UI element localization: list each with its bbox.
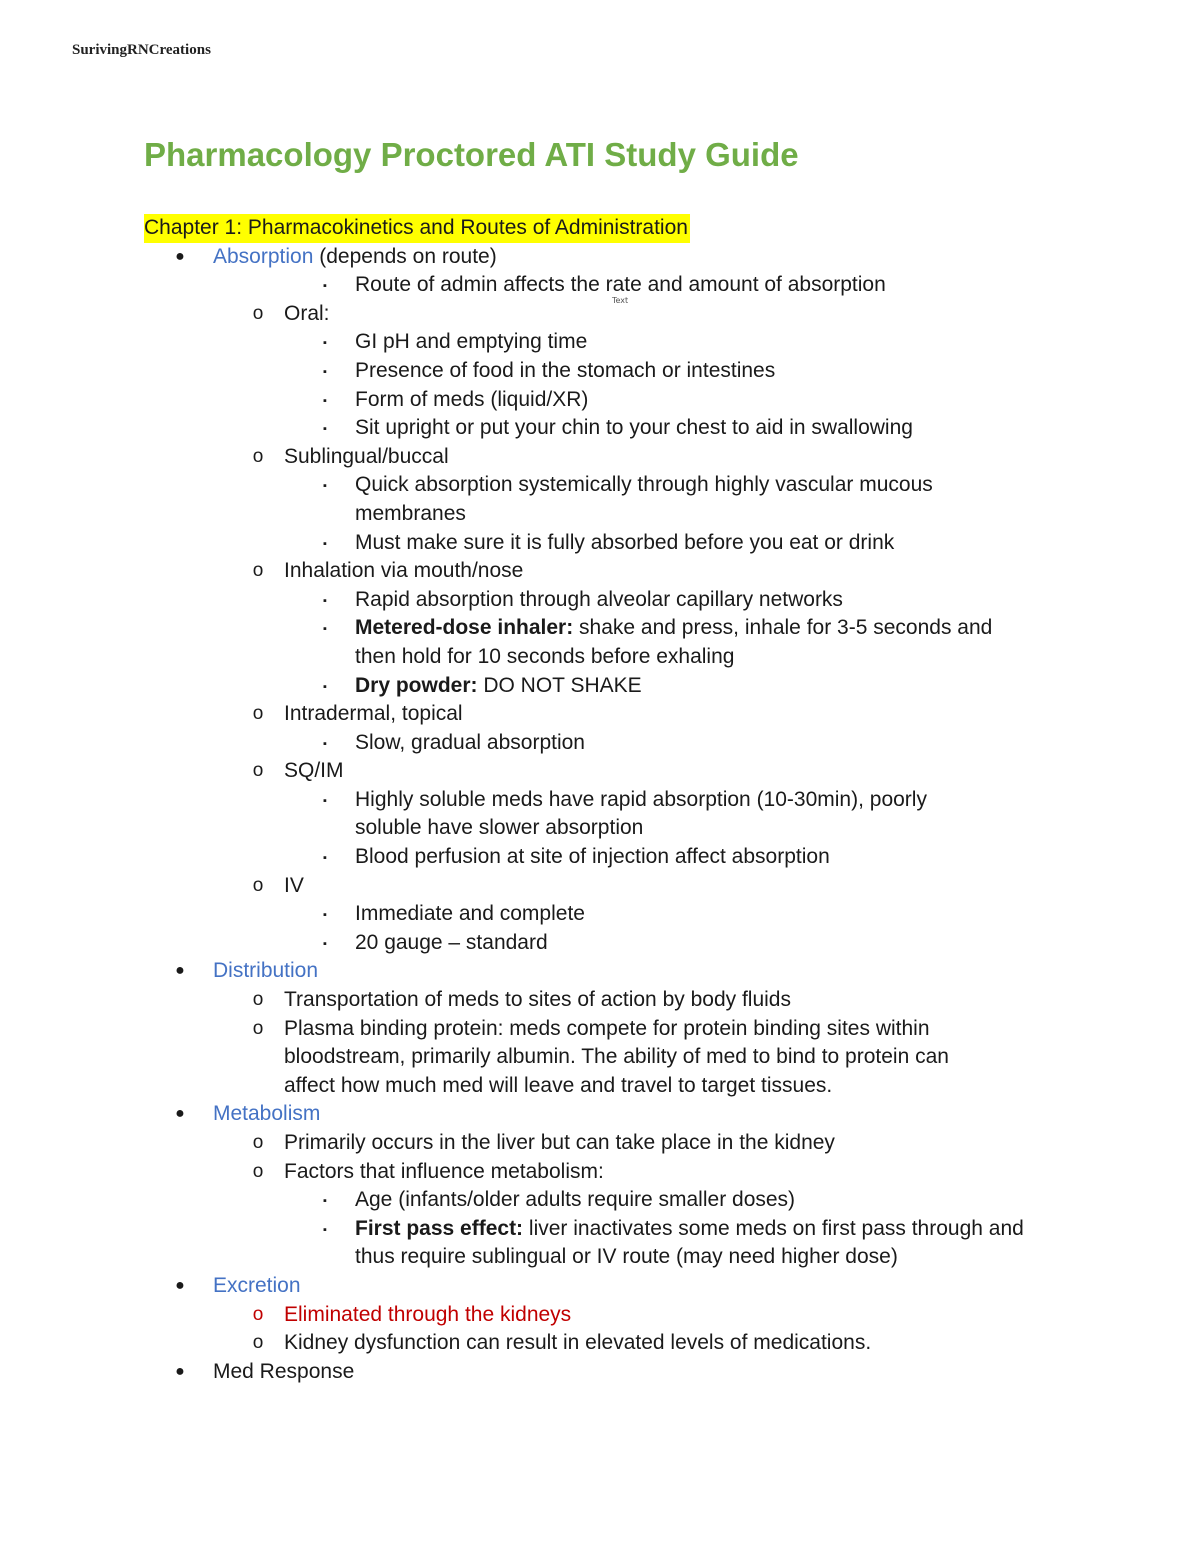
bullet-square-icon: ▪ — [323, 852, 327, 865]
list-item — [144, 843, 1084, 872]
bullet-square-icon: ▪ — [323, 480, 327, 493]
item-text: Presence of food in the stomach or intestines — [355, 358, 776, 382]
item-text: Age (infants/older adults require smaller doses) — [355, 1188, 796, 1212]
bullet-circle-icon: o — [252, 760, 264, 782]
bullet-disc-icon: ● — [175, 1362, 185, 1380]
subsection-intradermal — [144, 700, 1084, 729]
list-item — [144, 386, 1084, 415]
item-text: Eliminated through the kidneys — [284, 1302, 572, 1326]
list-item — [144, 414, 1084, 443]
bullet-circle-icon: o — [252, 703, 264, 725]
document-body — [144, 214, 1084, 1386]
list-item — [144, 986, 1084, 1015]
absorption-note: (depends on route) — [313, 244, 497, 268]
bullet-circle-icon: o — [252, 1132, 264, 1153]
item-text-continued: bloodstream, primarily albumin. The ability of med to bind to protein can — [284, 1045, 949, 1069]
section-metabolism — [144, 1100, 1084, 1129]
section-absorption — [144, 243, 1084, 272]
bullet-disc-icon: ● — [175, 962, 185, 980]
bullet-square-icon: ▪ — [323, 937, 327, 950]
bullet-square-icon: ▪ — [323, 794, 327, 807]
item-text-continued: membranes — [355, 501, 466, 525]
bullet-circle-icon: o — [252, 1160, 264, 1182]
bullet-circle-icon: o — [252, 302, 264, 324]
list-item — [144, 1329, 1084, 1358]
bullet-circle-icon: o — [252, 1332, 264, 1354]
subsection-oral — [144, 300, 1084, 329]
item-text: Route of admin affects the rate and amount of absorption — [355, 273, 886, 297]
bullet-square-icon: ▪ — [323, 594, 327, 607]
list-item — [144, 1015, 1084, 1044]
item-term: First pass effect: — [355, 1216, 524, 1240]
item-text-continued: soluble have slower absorption — [355, 816, 644, 840]
bullet-circle-icon: o — [252, 989, 264, 1011]
item-text: Kidney dysfunction can result in elevated levels of medications. — [284, 1331, 872, 1355]
item-text: Must make sure it is fully absorbed before you eat or drink — [355, 530, 895, 554]
item-text: Transportation of meds to sites of action by body fluids — [284, 988, 791, 1012]
bullet-circle-icon: o — [252, 445, 264, 467]
bullet-circle-icon: o — [252, 874, 264, 896]
bullet-disc-icon: ● — [175, 1276, 185, 1294]
list-item — [144, 786, 1084, 815]
list-item — [144, 672, 1084, 701]
section-med-response — [144, 1358, 1084, 1387]
bullet-disc-icon: ● — [175, 247, 185, 265]
bullet-disc-icon: ● — [175, 1105, 185, 1123]
bullet-square-icon: ▪ — [323, 680, 327, 693]
section-label-distribution: Distribution — [213, 959, 319, 983]
subsection-label: Intradermal, topical — [284, 702, 463, 726]
subsection-label: SQ/IM — [284, 759, 344, 783]
item-term: Dry powder: — [355, 673, 478, 697]
item-text: Immediate and complete — [355, 902, 585, 926]
section-label-metabolism: Metabolism — [213, 1102, 321, 1126]
bullet-circle-icon: o — [252, 1303, 264, 1325]
chapter-heading — [144, 214, 1084, 243]
subsection-label: Sublingual/buccal — [284, 444, 449, 468]
item-text: GI pH and emptying time — [355, 330, 588, 354]
list-item — [144, 1301, 1084, 1330]
item-text: Plasma binding protein: meds compete for protein binding sites within — [284, 1016, 930, 1040]
list-item — [144, 328, 1084, 357]
item-text: 20 gauge – standard — [355, 930, 548, 954]
subsection-label: Oral: — [284, 301, 330, 325]
list-item — [144, 271, 1084, 300]
item-text: Blood perfusion at site of injection affect absorption — [355, 845, 830, 869]
item-text-continued: then hold for 10 seconds before exhaling — [355, 644, 735, 668]
page-title: Pharmacology Proctored ATI Study Guide — [144, 136, 799, 173]
bullet-square-icon: ▪ — [323, 737, 327, 750]
list-item — [144, 614, 1084, 643]
item-text: Primarily occurs in the liver but can take place in the kidney — [284, 1131, 835, 1154]
bullet-square-icon: ▪ — [323, 337, 327, 350]
bullet-circle-icon: o — [252, 560, 264, 582]
list-item — [144, 1129, 1084, 1158]
item-term: Metered-dose inhaler: — [355, 616, 574, 640]
item-text: DO NOT SHAKE — [477, 673, 642, 697]
bullet-square-icon: ▪ — [323, 623, 327, 636]
item-text: Sit upright or put your chin to your chest to aid in swallowing — [355, 416, 913, 440]
subsection-sqim — [144, 757, 1084, 786]
list-item — [144, 1158, 1084, 1187]
subsection-inhalation — [144, 557, 1084, 586]
subsection-label: Inhalation via mouth/nose — [284, 559, 524, 583]
subsection-iv — [144, 872, 1084, 901]
item-text: liver inactivates some meds on first pass through and — [523, 1216, 1024, 1240]
list-item — [144, 929, 1084, 958]
item-text: Form of meds (liquid/XR) — [355, 387, 589, 411]
bullet-square-icon: ▪ — [323, 1223, 327, 1236]
section-label-absorption: Absorption — [213, 244, 314, 268]
item-text: Slow, gradual absorption — [355, 730, 585, 754]
item-text-continued: affect how much med will leave and travel to target tissues. — [284, 1073, 833, 1097]
list-item — [144, 586, 1084, 615]
item-text: Quick absorption systemically through highly vascular mucous — [355, 473, 933, 497]
bullet-square-icon: ▪ — [323, 365, 327, 378]
bullet-square-icon: ▪ — [323, 909, 327, 922]
header-brand: SurivingRNCreations — [72, 42, 211, 58]
section-excretion — [144, 1272, 1084, 1301]
subsection-sublingual — [144, 443, 1084, 472]
list-item — [144, 1215, 1084, 1244]
item-text-continued: thus require sublingual or IV route (may need higher dose) — [355, 1245, 898, 1269]
bullet-square-icon: ▪ — [323, 537, 327, 550]
subsection-label: IV — [284, 873, 304, 897]
text-stamp: Text — [612, 296, 629, 305]
section-label-excretion: Excretion — [213, 1273, 301, 1297]
item-text: Factors that influence metabolism: — [284, 1159, 604, 1183]
item-text: shake and press, inhale for 3-5 seconds and — [573, 616, 993, 640]
list-item — [144, 900, 1084, 929]
bullet-circle-icon: o — [252, 1017, 264, 1039]
bullet-square-icon: ▪ — [323, 423, 327, 436]
bullet-square-icon: ▪ — [323, 394, 327, 407]
list-item — [144, 471, 1084, 500]
list-item — [144, 1186, 1084, 1215]
section-label-med-response: Med Response — [213, 1359, 355, 1383]
bullet-square-icon: ▪ — [323, 280, 327, 293]
item-text: Highly soluble meds have rapid absorption (10-30min), poorly — [355, 787, 927, 811]
list-item — [144, 529, 1084, 558]
item-text: Rapid absorption through alveolar capillary networks — [355, 587, 843, 611]
list-item — [144, 357, 1084, 386]
list-item — [144, 729, 1084, 758]
chapter-title: Chapter 1: Pharmacokinetics and Routes of Administration — [144, 214, 690, 243]
section-distribution — [144, 957, 1084, 986]
bullet-square-icon: ▪ — [323, 1195, 327, 1208]
